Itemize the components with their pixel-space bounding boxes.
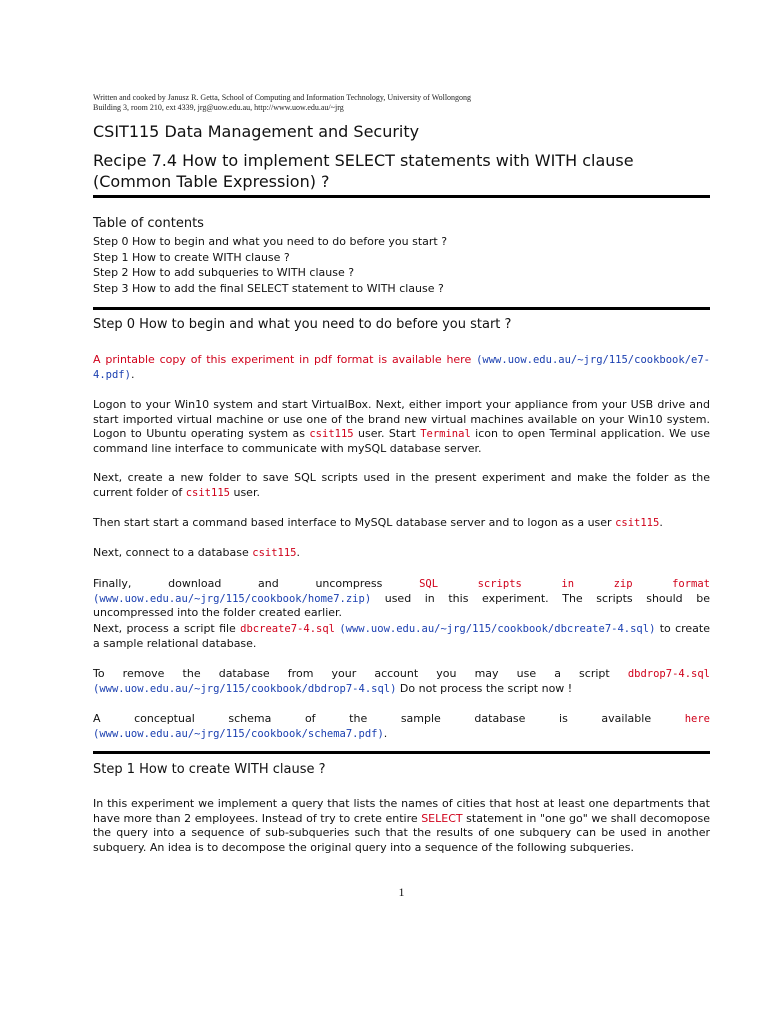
dbcreate-script-url[interactable]: (www.uow.edu.au/~jrg/115/cookbook/dbcreate7-4.sql) [339,623,656,635]
text: . [659,516,663,529]
toc-item-step1[interactable]: Step 1 How to create WITH clause ? [93,250,290,264]
contact-line: Building 3, room 210, ext 4339, jrg@uow.edu.au, http://www.uow.edu.au/~jrg [93,103,344,112]
text: . [296,546,301,559]
text: statement in "one go" we shall decomopose the query into a sequence of sub-subqueries such that the results of one subquery can be used in another subquery. An idea is to decompose the original query into a sequence of the following subqueries. [93,811,710,855]
terminal-name: Terminal [420,428,471,441]
dbcreate-script-link[interactable]: dbcreate7-4.sql [240,623,335,635]
title-divider [93,195,710,198]
step0-paragraph-pdf [93,353,710,382]
text: A conceptual schema of the sample database is available [93,712,685,725]
step0-paragraph-connect [93,546,710,561]
text: Next, process a script file [93,622,241,635]
author-line: Written and cooked by Janusz R. Getta, School of Computing and Information Technology, University of Wollongong [93,93,472,102]
step0-paragraph-logon [93,398,710,457]
text: Finally, download and uncompress [93,577,420,590]
schema-link[interactable]: here [684,713,710,725]
table-of-contents [93,234,447,296]
text: Logon to your Win10 system and start VirtualBox. Next, either import your appliance from your USB drive and start imported virtual machine or use one of the brand new virtual machines available on your Win10 system. Logon to Ubuntu operating system as [93,398,710,441]
pdf-copy-url[interactable]: (www.uow.edu.au/~jrg/115/cookbook/e7-4.pdf) [93,354,710,381]
zip-scripts-url[interactable]: (www.uow.edu.au/~jrg/115/cookbook/home7.zip) [93,592,372,605]
step1-divider [93,751,710,754]
step0-paragraph-folder [93,471,710,500]
user-name: csit115 [309,428,354,441]
text: user. [229,485,260,499]
text: Do not process the script now ! [396,681,573,695]
text: To remove the database from your account you may use a script [93,667,628,680]
step0-heading: Step 0 How to begin and what you need to do before you start ? [93,317,512,332]
step0-paragraph-drop [93,667,710,696]
select-keyword: SELECT [421,811,463,825]
step0-paragraph-login-mysql [93,516,710,531]
text: Then start start a command based interface to MySQL database server and to logon as a user [93,516,616,529]
zip-scripts-link[interactable]: SQL scripts in zip format [419,578,710,590]
database-name: csit115 [252,547,297,559]
text: icon to open Terminal application. We use command line interface to communicate with mySQL database server. [93,427,710,456]
toc-divider [93,307,710,310]
text: used in this experiment. The scripts should be uncompressed into the folder created earlier. [93,591,710,620]
course-title: CSIT115 Data Management and Security [93,122,420,141]
text: to create a sample relational database. [93,622,710,650]
recipe-title: Recipe 7.4 How to implement SELECT statements with WITH clause (Common Table Expression) ? [93,151,634,191]
user-name: csit115 [615,517,660,529]
step0-paragraph-create [93,622,710,651]
step0-paragraph-download [93,577,710,621]
text: In this experiment we implement a query that lists the names of cities that host at least one departments that have more than 2 employees. Instead of try to crete entire [93,797,710,825]
dbdrop-script-url[interactable]: (www.uow.edu.au/~jrg/115/cookbook/dbdrop7-4.sql) [93,682,397,695]
punctuation: . [130,367,135,381]
text: user. Start [353,427,421,441]
dbdrop-script-link[interactable]: dbdrop7-4.sql [627,668,710,680]
toc-item-step0[interactable]: Step 0 How to begin and what you need to do before you start ? [93,235,448,248]
toc-heading: Table of contents [93,216,204,231]
step1-paragraph-intro [93,797,710,856]
schema-url[interactable]: (www.uow.edu.au/~jrg/115/cookbook/schema7.pdf) [93,727,384,740]
author-header [93,93,710,113]
step1-heading: Step 1 How to create WITH clause ? [93,762,326,777]
toc-item-step2[interactable]: Step 2 How to add subqueries to WITH clause ? [93,266,355,279]
pdf-copy-link[interactable]: A printable copy of this experiment in pdf format is available here [93,353,472,366]
text: Next, connect to a database [93,546,253,559]
user-name: csit115 [185,486,230,499]
text: . [383,726,388,740]
page-number: 1 [398,885,405,899]
text: Next, create a new folder to save SQL scripts used in the present experiment and make the folder as the current folder of [93,471,710,499]
toc-item-step3[interactable]: Step 3 How to add the final SELECT statement to WITH clause ? [93,281,444,295]
step0-paragraph-schema [93,712,710,741]
